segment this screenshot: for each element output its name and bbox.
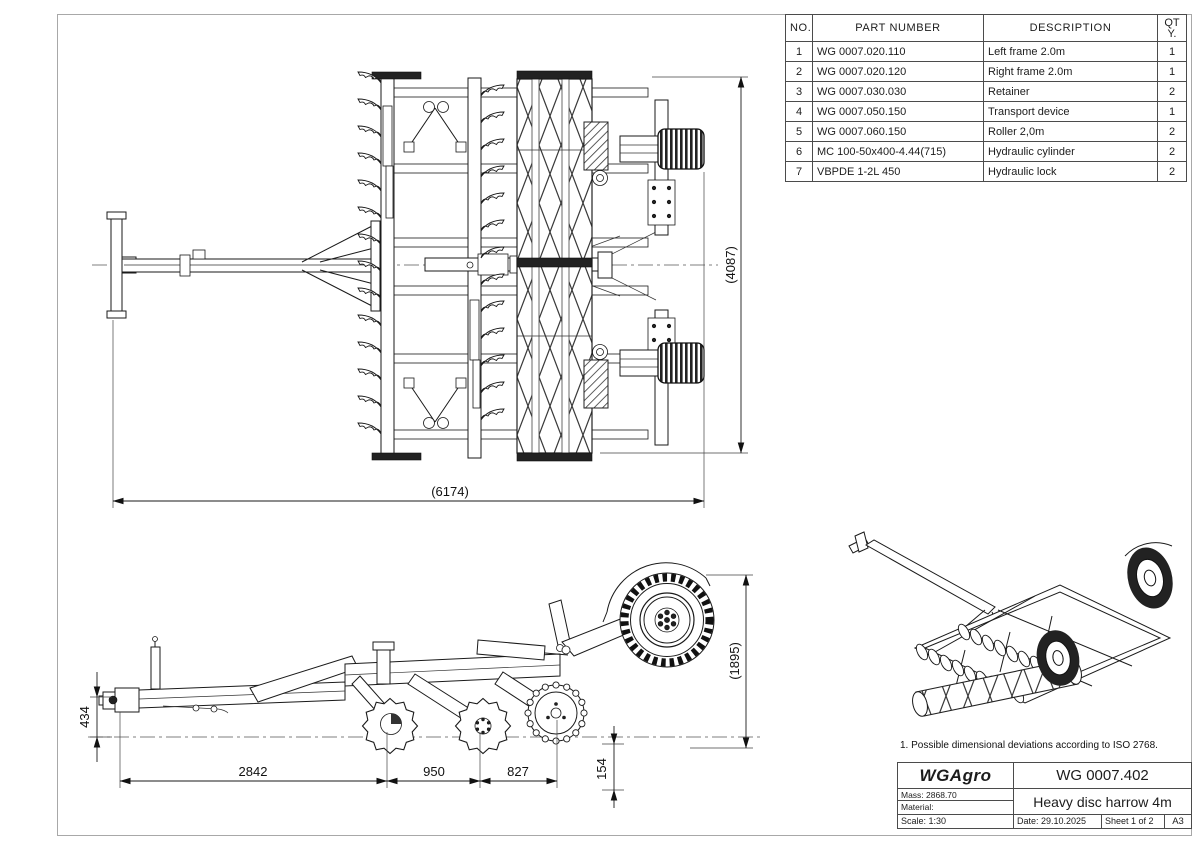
table-row [786,62,1187,82]
col-header-part-number: PART NUMBER [813,15,984,42]
company-logo-text: WGAgro [898,763,1014,788]
table-row [786,162,1187,182]
mass-field: Mass: 2868.70 [898,789,1013,801]
side-view-drawing [77,563,760,808]
material-field: Material: [901,802,934,812]
sheet-field: Sheet 1 of 2 [1102,815,1165,828]
disc-blades-side [363,699,511,754]
col-header-no: NO. [786,15,813,42]
dimension-label-length-rear: 827 [507,764,529,779]
table-row [786,142,1187,162]
table-row [786,82,1187,102]
cell-part-number: WG 0007.020.120 [813,62,984,82]
dimension-hitch-height [77,672,112,762]
dimension-label-overall-height: (1895) [727,642,742,680]
table-row [786,122,1187,142]
cell-qty: 2 [1158,82,1187,102]
cell-description: Left frame 2.0m [984,42,1158,62]
cell-qty: 1 [1158,102,1187,122]
cell-qty: 2 [1158,162,1187,182]
cell-part-number: VBPDE 1-2L 450 [813,162,984,182]
hitch-side [99,688,139,712]
cell-no: 3 [786,82,813,102]
cell-qty: 2 [1158,122,1187,142]
date-field: Date: 29.10.2025 [1014,815,1102,828]
cell-no: 2 [786,62,813,82]
title-block [897,762,1192,829]
cell-description: Transport device [984,102,1158,122]
cell-description: Hydraulic cylinder [984,142,1158,162]
dimension-label-top-width: (6174) [431,484,469,499]
cell-qty: 1 [1158,42,1187,62]
cell-part-number: WG 0007.030.030 [813,82,984,102]
cell-qty: 2 [1158,142,1187,162]
cell-description: Retainer [984,82,1158,102]
col-header-qty: QTY. [1158,15,1187,42]
cell-no: 1 [786,42,813,62]
drawbar-plan [122,221,380,311]
dimension-label-roller-offset: 154 [594,758,609,780]
table-row [786,42,1187,62]
dimension-label-top-depth: (4087) [723,246,738,284]
roller-plan [517,71,592,461]
cell-part-number: WG 0007.060.150 [813,122,984,142]
col-header-description: DESCRIPTION [984,15,1158,42]
cell-no: 5 [786,122,813,142]
cell-no: 4 [786,102,813,122]
cell-qty: 1 [1158,62,1187,82]
dimension-label-length-mid: 950 [423,764,445,779]
cell-part-number: WG 0007.020.110 [813,42,984,62]
cell-part-number: MC 100-50x400-4.44(715) [813,142,984,162]
dimension-label-hitch-height: 434 [77,706,92,728]
deviation-note: 1. Possible dimensional deviations according to ISO 2768. [900,740,1158,751]
drawing-title: Heavy disc harrow 4m [1033,793,1172,810]
drawing-number: WG 0007.402 [1056,767,1149,784]
transport-wheel-side [603,563,714,667]
parts-table-header-row [786,15,1187,42]
cell-part-number: WG 0007.050.150 [813,102,984,122]
top-view-drawing [92,71,748,508]
scale-field: Scale: 1:30 [898,815,1014,828]
drawbar-side [139,637,358,714]
isometric-view [849,532,1179,718]
cell-description: Hydraulic lock [984,162,1158,182]
dimension-roller-offset [594,726,624,808]
table-row [786,102,1187,122]
dimension-label-length-front: 2842 [238,764,268,779]
cell-description: Roller 2,0m [984,122,1158,142]
cell-no: 7 [786,162,813,182]
cell-no: 6 [786,142,813,162]
paper-size-field: A3 [1172,816,1184,827]
parts-table [785,14,1187,182]
roller-side [525,682,587,744]
cell-description: Right frame 2.0m [984,62,1158,82]
